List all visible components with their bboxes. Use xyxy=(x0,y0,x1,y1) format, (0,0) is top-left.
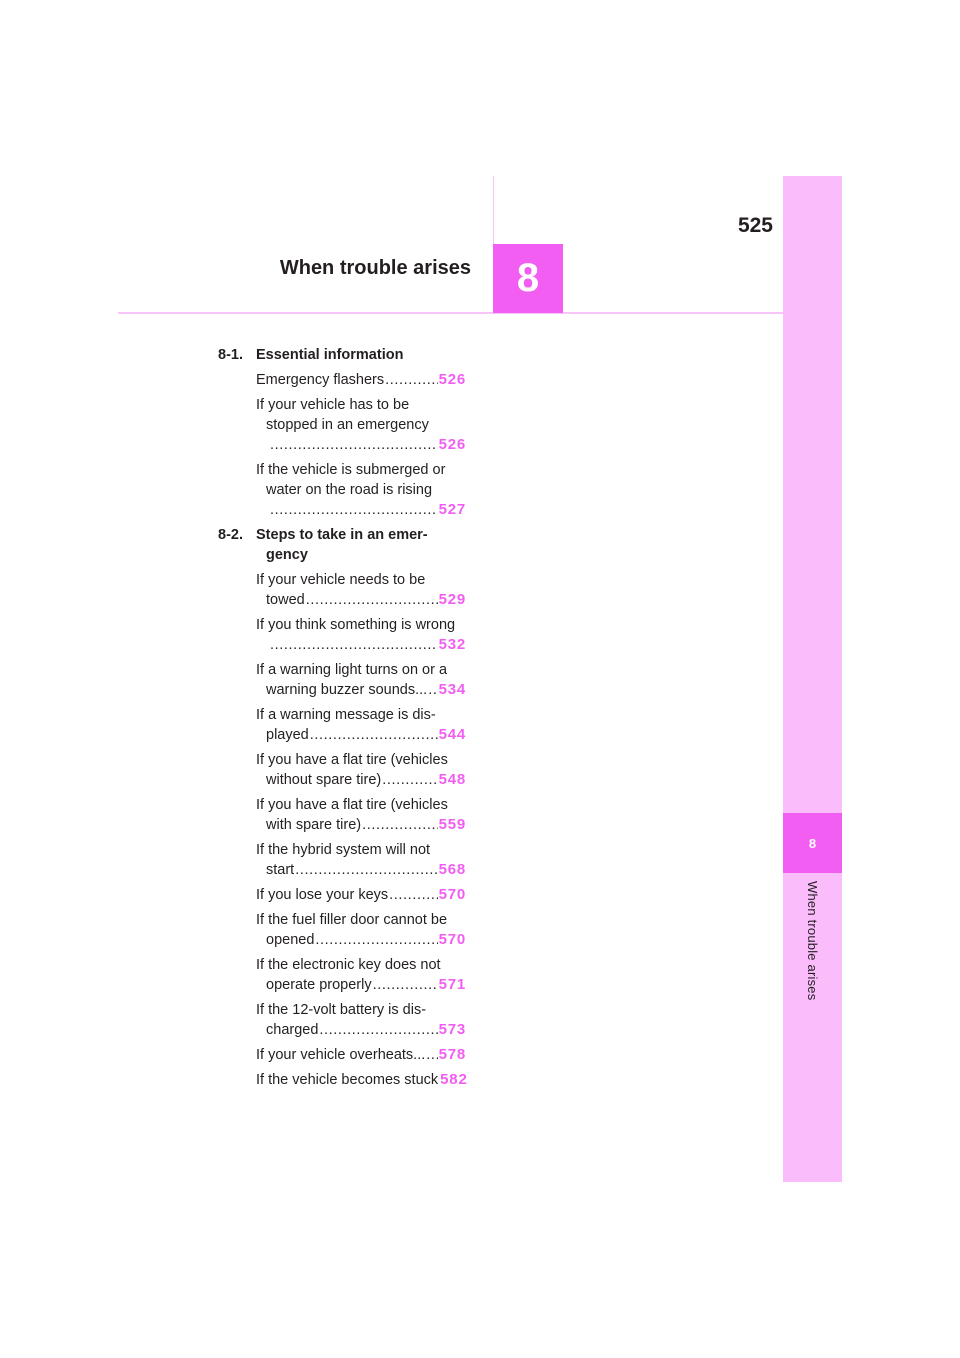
toc-entry[interactable] xyxy=(256,1000,466,1040)
toc-page-link[interactable]: 527 xyxy=(438,501,466,518)
header-divider-vertical xyxy=(493,176,494,244)
toc-entry[interactable] xyxy=(256,910,466,950)
dot-leader xyxy=(373,975,438,995)
toc-entry[interactable] xyxy=(256,660,466,700)
toc-entry-text: If the electronic key does not xyxy=(256,957,441,973)
toc-entry-leader xyxy=(269,435,466,455)
toc-entry[interactable] xyxy=(256,885,466,905)
toc-page-link[interactable]: 534 xyxy=(438,681,466,698)
toc-page-link[interactable]: 548 xyxy=(438,771,466,788)
toc-entry-text: charged xyxy=(266,1022,319,1038)
dot-leader xyxy=(319,1020,437,1040)
dot-leader xyxy=(295,860,437,880)
toc-entry-line xyxy=(256,370,466,390)
toc-entry-line xyxy=(256,615,466,635)
toc-page-link[interactable]: 529 xyxy=(438,591,466,608)
toc-entry-text: If you have a flat tire (vehicles xyxy=(256,752,448,768)
toc-entry-text: towed xyxy=(266,592,305,608)
toc-entry-text: If a warning message is dis- xyxy=(256,707,436,723)
dot-leader xyxy=(270,635,438,655)
toc-entry-line xyxy=(256,435,466,455)
toc-entry-text: If you think something is wrong xyxy=(256,617,456,633)
toc-entry[interactable] xyxy=(256,1045,466,1065)
toc-entry-line xyxy=(256,885,466,905)
toc-entry-text: with spare tire) xyxy=(266,817,362,833)
toc-entry-line xyxy=(256,725,466,745)
toc-section-title: Steps to take in an emer- xyxy=(256,527,428,543)
dot-leader xyxy=(428,680,437,700)
toc-page-link[interactable]: 573 xyxy=(438,1021,466,1038)
toc-entry-line xyxy=(256,460,466,480)
toc-entry-line xyxy=(256,910,466,930)
toc-entry-line xyxy=(256,1020,466,1040)
toc-entry-leader xyxy=(266,480,466,500)
toc-entry[interactable] xyxy=(256,370,466,390)
toc-entry-text: If the vehicle becomes stuck xyxy=(256,1072,439,1088)
side-chapter-label xyxy=(783,873,842,1153)
dot-leader xyxy=(270,500,438,520)
side-chapter-number: 8 xyxy=(808,835,817,851)
toc-page-link[interactable]: 570 xyxy=(438,931,466,948)
toc-entry-leader xyxy=(266,930,466,950)
toc-page-link[interactable]: 578 xyxy=(438,1046,466,1063)
toc-entry-line xyxy=(256,840,466,860)
toc-entry[interactable] xyxy=(256,1070,466,1090)
toc-entry-line xyxy=(256,705,466,725)
toc-entry-leader xyxy=(256,1070,466,1090)
toc-entry-text: If the 12-volt battery is dis- xyxy=(256,1002,427,1018)
toc-page-link[interactable]: 544 xyxy=(438,726,466,743)
toc-entry[interactable] xyxy=(256,750,466,790)
toc-entry-line xyxy=(256,395,466,415)
dot-leader xyxy=(315,930,437,950)
toc-entry-text: If the vehicle is submerged or xyxy=(256,462,446,478)
toc-entry-text: If you lose your keys xyxy=(256,887,389,903)
chapter-number-box: 8 xyxy=(493,244,563,313)
toc-entry-leader xyxy=(256,885,466,905)
toc-entry-line xyxy=(256,680,466,700)
toc-entry-line xyxy=(256,815,466,835)
dot-leader xyxy=(306,590,438,610)
toc-entry-line xyxy=(256,860,466,880)
dot-leader xyxy=(270,435,438,455)
toc-page-link[interactable]: 570 xyxy=(438,886,466,903)
toc-entry-line xyxy=(256,500,466,520)
dot-leader xyxy=(385,370,437,390)
toc-entry-text: start xyxy=(266,862,295,878)
toc-entry-line xyxy=(256,1045,466,1065)
toc-entry-line xyxy=(256,415,466,435)
dot-leader xyxy=(389,885,437,905)
page-number: 525 xyxy=(737,214,773,237)
toc-section-title-continued: gency xyxy=(266,547,308,563)
dot-leader xyxy=(382,770,437,790)
toc-entry[interactable] xyxy=(256,705,466,745)
toc-entry-text: water on the road is rising xyxy=(266,482,433,498)
toc-entry-text: warning buzzer sounds... xyxy=(266,682,428,698)
toc-entry-text: If a warning light turns on or a xyxy=(256,662,448,678)
toc-entry-leader xyxy=(266,725,466,745)
toc-entry-leader xyxy=(256,1045,466,1065)
toc-entry[interactable] xyxy=(256,955,466,995)
dot-leader xyxy=(310,725,438,745)
toc-entry-text: If your vehicle has to be xyxy=(256,397,410,413)
toc-entry-text: stopped in an emergency xyxy=(266,417,429,433)
toc-section-title: Essential information xyxy=(256,347,404,363)
toc-entry-line xyxy=(256,1070,466,1090)
toc-page-link[interactable]: 568 xyxy=(438,861,466,878)
toc-page-link[interactable]: 571 xyxy=(438,976,466,993)
toc-entry[interactable] xyxy=(256,615,466,655)
toc-entry[interactable] xyxy=(256,840,466,880)
toc-page-link[interactable]: 582 xyxy=(440,1071,468,1088)
toc-entry-text: If your vehicle overheats... xyxy=(256,1047,426,1063)
toc-entry-leader xyxy=(266,770,466,790)
chapter-title: When trouble arises xyxy=(279,257,471,279)
toc-entry-line xyxy=(256,955,466,975)
dot-leader xyxy=(426,1045,437,1065)
toc-entry-leader xyxy=(269,500,466,520)
toc-entry-text: If the fuel filler door cannot be xyxy=(256,912,448,928)
toc-entry-line xyxy=(256,660,466,680)
toc-entry-text: Emergency flashers xyxy=(256,372,385,388)
toc-entry-leader xyxy=(266,1020,466,1040)
toc-entry-text: without spare tire) xyxy=(266,772,382,788)
toc-entry-text: played xyxy=(266,727,309,743)
toc-entry-leader xyxy=(266,815,466,835)
toc-entry-leader xyxy=(266,975,466,995)
toc-page-link[interactable]: 559 xyxy=(438,816,466,833)
toc-entry-line xyxy=(256,795,466,815)
toc-entry-leader xyxy=(269,635,466,655)
toc-entry-text: If your vehicle needs to be xyxy=(256,572,426,588)
dot-leader xyxy=(362,815,437,835)
side-chapter-label-text: When trouble arises xyxy=(805,881,820,1001)
toc-entry-leader xyxy=(256,370,466,390)
toc-page-link[interactable]: 532 xyxy=(438,636,466,653)
toc-entry-line xyxy=(256,975,466,995)
toc-entry-line xyxy=(256,635,466,655)
toc-entry-line xyxy=(256,590,466,610)
toc-section-number: 8-1. xyxy=(218,347,243,363)
toc-entry[interactable] xyxy=(256,460,466,520)
toc-entry-text: If you have a flat tire (vehicles xyxy=(256,797,448,813)
toc-entry-line xyxy=(256,770,466,790)
toc-entry-leader xyxy=(266,860,466,880)
toc-entry[interactable] xyxy=(256,570,466,610)
header-divider-horizontal xyxy=(118,312,783,314)
toc-page-link[interactable]: 526 xyxy=(438,436,466,453)
toc-entry-line xyxy=(256,480,466,500)
toc-section-number: 8-2. xyxy=(218,527,243,543)
toc-entry-text: opened xyxy=(266,932,315,948)
toc-entry[interactable] xyxy=(256,395,466,455)
toc-entry-line xyxy=(256,570,466,590)
toc-entry-leader xyxy=(266,680,466,700)
toc-entry-leader xyxy=(266,415,466,435)
toc-page-link[interactable]: 526 xyxy=(438,371,466,388)
toc-entry-line xyxy=(256,930,466,950)
toc-entry-leader xyxy=(256,615,466,635)
toc-entry-line xyxy=(256,1000,466,1020)
toc-entry-leader xyxy=(266,590,466,610)
toc-entry-text: operate properly xyxy=(266,977,372,993)
toc-entry-text: If the hybrid system will not xyxy=(256,842,431,858)
toc-entry[interactable] xyxy=(256,795,466,835)
toc-entry-line xyxy=(256,750,466,770)
